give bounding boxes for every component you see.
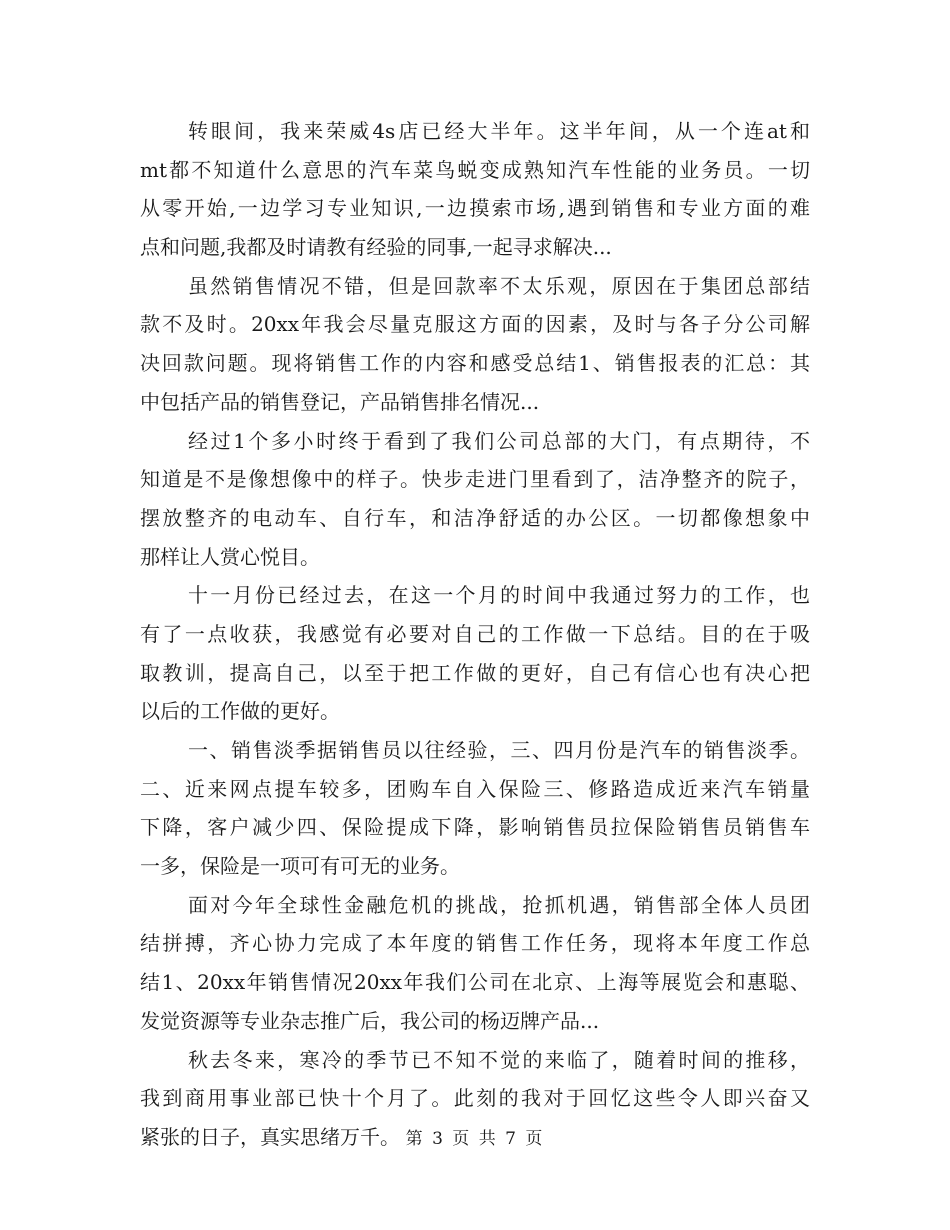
paragraph: [140, 422, 810, 577]
text-line: 那样让人赏心悦目。: [140, 544, 320, 569]
text-line: 款不及时。20xx年我会尽量克服这方面的因素，及时与各子分公司解: [140, 312, 810, 337]
text-line: 我到商用事业部已快十个月了。此刻的我对于回忆这些令人即兴奋又: [140, 1086, 810, 1111]
text-line: 二、近来网点提车较多，团购车自入保险三、修路造成近来汽车销量: [140, 776, 810, 801]
text-line: 摆放整齐的电动车、自行车，和洁净舒适的办公区。一切都像想象中: [140, 505, 810, 530]
text-line: 发觉资源等专业杂志推广后，我公司的杨迈牌产品...: [140, 1008, 600, 1033]
text-line: 转眼间，我来荣威4s店已经大半年。这半年间，从一个连at和: [188, 119, 810, 143]
text-line: 虽然销售情况不错，但是回款率不太乐观，原因在于集团总部结: [188, 273, 810, 298]
text-line: 一、销售淡季据销售员以往经验，三、四月份是汽车的销售淡季。: [188, 738, 810, 762]
paragraph: [140, 886, 810, 1041]
document-body: [140, 112, 810, 1157]
text-line: 知道是不是像想像中的样子。快步走进门里看到了，洁净整齐的院子，: [140, 467, 810, 492]
text-line: 秋去冬来，寒冷的季节已不知不觉的来临了，随着时间的推移，: [188, 1047, 810, 1072]
paragraph: [140, 731, 810, 886]
text-line: 以后的工作做的更好。: [140, 699, 340, 724]
page-number-footer: 第 3 页 共 7 页: [405, 1129, 545, 1149]
text-line: 中包括产品的销售登记，产品销售排名情况...: [140, 389, 540, 414]
text-line: 十一月份已经过去，在这一个月的时间中我通过努力的工作，也: [188, 583, 810, 608]
text-line: 结1、20xx年销售情况20xx年我们公司在北京、上海等展览会和惠聪、: [140, 970, 810, 995]
paragraph: [140, 112, 810, 267]
text-line: 面对今年全球性金融危机的挑战，抢抓机遇，销售部全体人员团: [188, 892, 810, 917]
text-line: 经过1个多小时终于看到了我们公司总部的大门，有点期待，不: [188, 428, 810, 453]
paragraph: [140, 267, 810, 422]
text-line: 有了一点收获，我感觉有必要对自己的工作做一下总结。目的在于吸: [140, 621, 810, 646]
text-line: 结拼搏，齐心协力完成了本年度的销售工作任务，现将本年度工作总: [140, 931, 810, 956]
text-line: 下降，客户减少四、保险提成下降，影响销售员拉保险销售员销售车: [140, 815, 810, 840]
text-line: 一多，保险是一项可有可无的业务。: [140, 854, 460, 879]
text-line: mt都不知道什么意思的汽车菜鸟蜕变成熟知汽车性能的业务员。一切: [140, 157, 810, 182]
text-line: 取教训，提高自己，以至于把工作做的更好，自己有信心也有决心把: [140, 660, 810, 685]
paragraph: [140, 576, 810, 731]
text-line: 紧张的日子，真实思绪万千。: [140, 1124, 400, 1149]
text-line: 决回款问题。现将销售工作的内容和感受总结1、销售报表的汇总：其: [140, 351, 810, 376]
text-line: 点和问题,我都及时请教有经验的同事,一起寻求解决...: [140, 235, 612, 260]
text-line: 从零开始,一边学习专业知识,一边摸索市场,遇到销售和专业方面的难: [140, 196, 810, 221]
